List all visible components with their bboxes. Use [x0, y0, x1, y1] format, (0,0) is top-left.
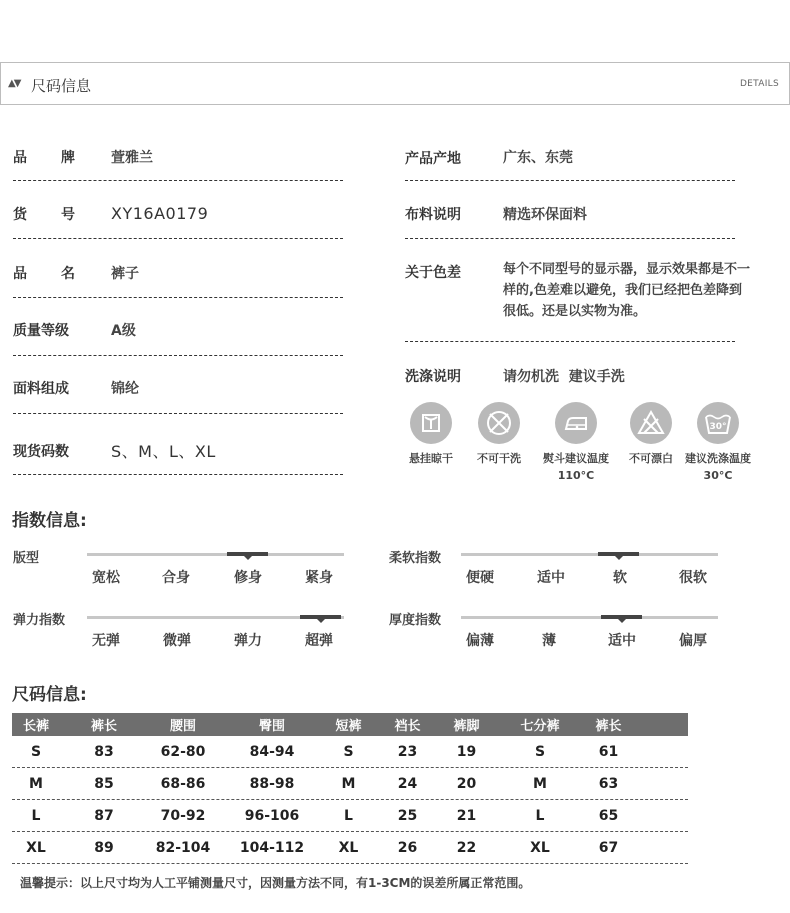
- column-header: 裤长: [595, 719, 622, 734]
- divider: [13, 355, 343, 356]
- svg-text:30°: 30°: [709, 422, 727, 432]
- column-header: 腰围: [169, 719, 196, 734]
- column-header: 裆长: [394, 719, 421, 734]
- collapse-arrows-icon[interactable]: ▲▼: [8, 78, 20, 89]
- product-name-value: 裤子: [111, 266, 139, 282]
- size-table: [12, 713, 688, 864]
- material-value: 精选环保面料: [503, 207, 587, 223]
- divider: [13, 413, 343, 414]
- origin-value: 广东、东莞: [503, 150, 573, 166]
- elasticity-option: 微弹: [163, 633, 191, 649]
- section-title: 尺码信息: [31, 77, 92, 95]
- softness-scale-track: [461, 553, 718, 556]
- column-header: 裤脚: [453, 719, 480, 734]
- column-header: 裤长: [90, 719, 117, 734]
- stock-sizes-value: S、M、L、XL: [111, 442, 216, 461]
- no-bleach-icon: [630, 402, 672, 444]
- softness-scale-marker: [598, 552, 639, 556]
- divider: [13, 474, 343, 475]
- table-row: S 83 62-80 84-94 S 23 19 S 61: [12, 736, 688, 768]
- elasticity-option: 无弹: [92, 633, 120, 649]
- quality-value: A级: [111, 323, 136, 339]
- softness-option: 便硬: [466, 570, 494, 586]
- size-tip: 温馨提示：以上尺寸均为人工平铺测量尺寸，因测量方法不同，有1-3CM的误差所属正常范围。: [20, 876, 531, 890]
- no-dry-clean-icon: [478, 402, 520, 444]
- divider: [405, 341, 735, 342]
- fit-option: 紧身: [305, 570, 333, 586]
- fit-scale-marker: [227, 552, 268, 556]
- fit-scale-track: [87, 553, 344, 556]
- thickness-option: 薄: [542, 633, 556, 649]
- column-header: 长裤: [22, 719, 49, 734]
- care-iron: 熨斗建议温度 110°C: [536, 402, 616, 484]
- divider: [405, 238, 735, 239]
- sku-value: XY16A0179: [111, 204, 209, 223]
- quality-label: 质量等级: [13, 323, 69, 339]
- divider: [13, 180, 343, 181]
- brand-value: 萱雅兰: [111, 150, 153, 166]
- divider: [405, 180, 735, 181]
- care-wash-30: 30° 建议洗涤温度 30°C: [678, 402, 758, 484]
- index-title: 指数信息:: [12, 511, 87, 531]
- fit-option: 宽松: [92, 570, 120, 586]
- color-diff-label: 关于色差: [405, 265, 461, 281]
- care-no-dry-clean: 不可干洗: [459, 402, 539, 467]
- wash-30-icon: [697, 402, 739, 444]
- softness-option: 适中: [537, 570, 565, 586]
- thickness-scale-label: 厚度指数: [389, 613, 442, 628]
- divider: [13, 297, 343, 298]
- color-diff-note: 每个不同型号的显示器，显示效果都是不一样的,色差难以避免，我们已经把色差降到很低。还是以实物为准。: [503, 262, 751, 319]
- elasticity-scale-marker: [300, 615, 341, 619]
- thickness-option: 偏薄: [466, 633, 494, 649]
- divider: [13, 238, 343, 239]
- size-table-header: [12, 713, 688, 736]
- care-hang-dry: 悬挂晾干: [391, 402, 471, 467]
- table-row: M 85 68-86 88-98 M 24 20 M 63: [12, 768, 688, 800]
- hang-dry-icon: [410, 402, 452, 444]
- thickness-option: 适中: [608, 633, 636, 649]
- softness-option: 软: [613, 570, 627, 586]
- product-name-label: 品 名: [13, 266, 75, 282]
- fabric-value: 锦纶: [111, 381, 139, 397]
- softness-scale-label: 柔软指数: [389, 551, 442, 566]
- elasticity-scale-label: 弹力指数: [13, 613, 66, 628]
- thickness-scale-track: [461, 616, 718, 619]
- material-label: 布料说明: [405, 207, 461, 223]
- fabric-label: 面料组成: [13, 381, 69, 397]
- table-row: L 87 70-92 96-106 L 25 21 L 65: [12, 800, 688, 832]
- column-header: 七分裤: [520, 719, 560, 734]
- fit-option: 合身: [162, 570, 190, 586]
- care-no-bleach: 不可漂白: [611, 402, 691, 467]
- column-header: 臀围: [258, 719, 285, 734]
- sku-label: 货 号: [13, 207, 75, 223]
- washing-value: 请勿机洗 建议手洗: [503, 369, 625, 385]
- softness-option: 很软: [679, 570, 707, 586]
- details-link[interactable]: DETAILS: [739, 79, 779, 89]
- column-header: 短裤: [335, 719, 362, 734]
- section-header: [0, 62, 790, 105]
- fit-option: 修身: [234, 570, 262, 586]
- fit-scale-label: 版型: [13, 551, 40, 566]
- thickness-option: 偏厚: [679, 633, 707, 649]
- iron-icon: [555, 402, 597, 444]
- stock-sizes-label: 现货码数: [13, 444, 69, 460]
- elasticity-option: 超弹: [305, 633, 333, 649]
- origin-label: 产品产地: [405, 151, 461, 167]
- thickness-scale-marker: [601, 615, 642, 619]
- elasticity-option: 弹力: [234, 633, 262, 649]
- table-row: XL 89 82-104 104-112 XL 26 22 XL 67: [12, 832, 688, 864]
- size-title: 尺码信息:: [12, 685, 87, 705]
- brand-label: 品 牌: [13, 150, 75, 166]
- washing-label: 洗涤说明: [405, 369, 461, 385]
